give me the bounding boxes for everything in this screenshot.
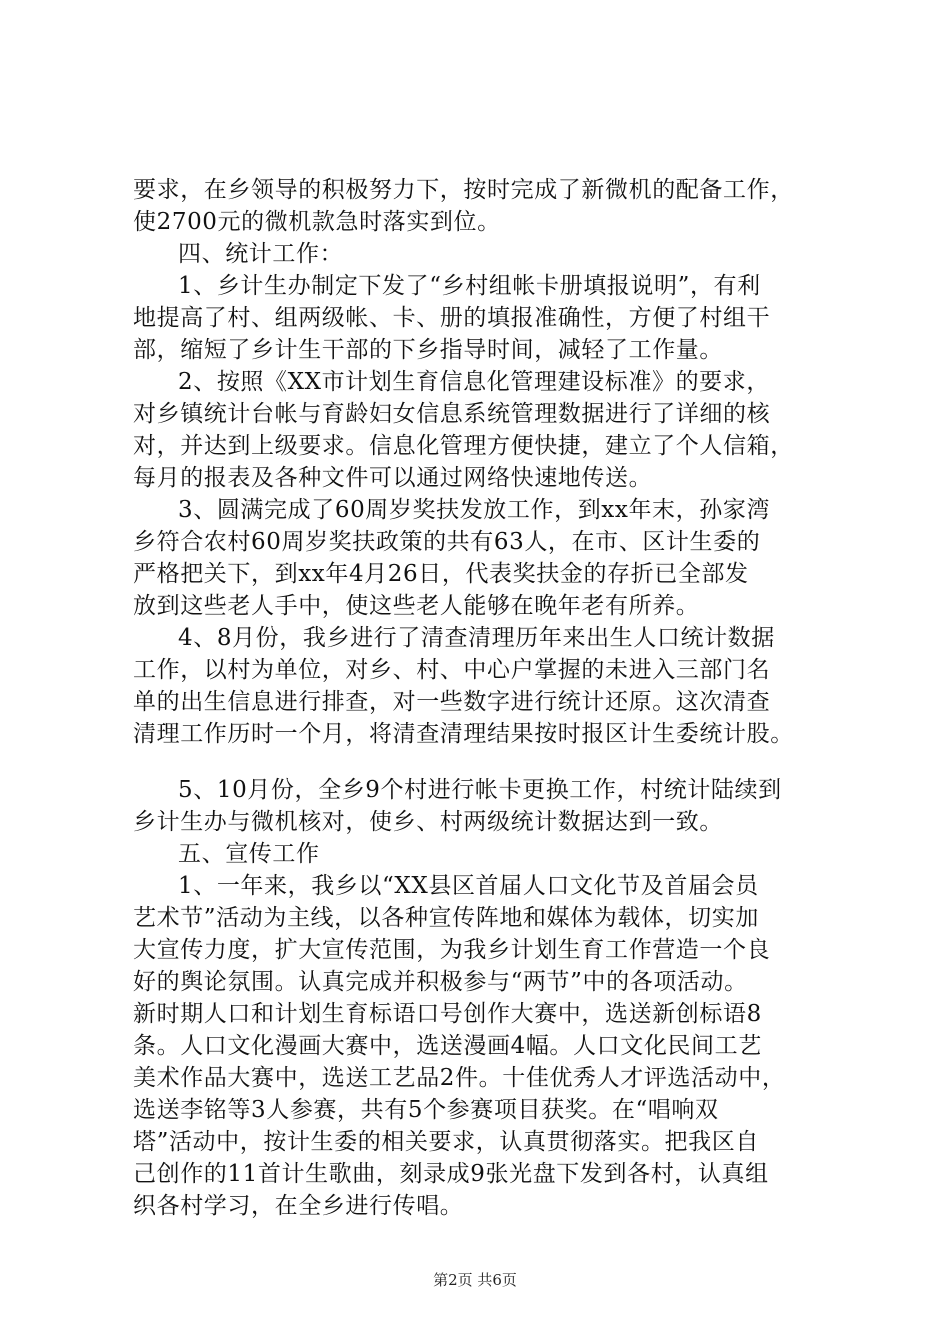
text-line: 清理工作历时一个月，将清查清理结果按时报区计生委统计股。: [133, 721, 794, 747]
text-line: 艺术节”活动为主线，以各种宣传阵地和媒体为载体，切实加: [133, 905, 759, 931]
text-line: 乡计生办与微机核对，使乡、村两级统计数据达到一致。: [133, 809, 723, 835]
text-line: 条。人口文化漫画大赛中，选送漫画4幅。人口文化民间工艺: [133, 1033, 762, 1059]
text-line: 美术作品大赛中，选送工艺品2件。十佳优秀人才评选活动中，: [133, 1065, 786, 1091]
text-line: 单的出生信息进行排查，对一些数字进行统计还原。这次清查: [133, 689, 771, 715]
text-line: 4、8月份，我乡进行了清查清理历年来出生人口统计数据: [178, 625, 775, 651]
text-line: 放到这些老人手中，使这些老人能够在晚年老有所养。: [133, 593, 700, 619]
text-line: 使2700元的微机款急时落实到位。: [133, 209, 501, 235]
text-line: 塔”活动中，按计生委的相关要求，认真贯彻落实。把我区自: [133, 1129, 759, 1155]
text-line: 严格把关下，到xx年4月26日，代表奖扶金的存折已全部发: [133, 561, 749, 587]
text-line: 大宣传力度，扩大宣传范围，为我乡计划生育工作营造一个良: [133, 937, 771, 963]
text-line: 对，并达到上级要求。信息化管理方便快捷，建立了个人信箱，: [133, 433, 794, 459]
text-line: 乡符合农村60周岁奖扶政策的共有63人，在市、区计生委的: [133, 529, 761, 555]
text-line: 己创作的11首计生歌曲，刻录成9张光盘下发到各村，认真组: [133, 1161, 769, 1187]
text-line: 地提高了村、组两级帐、卡、册的填报准确性，方便了村组干: [133, 305, 771, 331]
section-heading: 五、宣传工作: [178, 841, 320, 867]
text-line: 工作，以村为单位，对乡、村、中心户掌握的未进入三部门名: [133, 657, 771, 683]
text-line: 好的舆论氛围。认真完成并积极参与“两节”中的各项活动。: [133, 969, 748, 995]
section-heading: 四、统计工作：: [178, 241, 344, 267]
text-line: 新时期人口和计划生育标语口号创作大赛中，选送新创标语8: [133, 1001, 762, 1027]
text-line: 2、按照《XX市计划生育信息化管理建设标准》的要求，: [178, 369, 770, 395]
text-line: 选送李铭等3人参赛，共有5个参赛项目获奖。在“唱响双: [133, 1097, 719, 1123]
text-line: 织各村学习，在全乡进行传唱。: [133, 1193, 464, 1219]
text-line: 1、一年来，我乡以“XX县区首届人口文化节及首届会员: [178, 873, 759, 899]
text-line: 3、圆满完成了60周岁奖扶发放工作，到xx年末，孙家湾: [178, 497, 771, 523]
text-line: 部，缩短了乡计生干部的下乡指导时间，减轻了工作量。: [133, 337, 723, 363]
text-line: 5、10月份，全乡9个村进行帐卡更换工作，村统计陆续到: [178, 777, 782, 803]
text-line: 要求，在乡领导的积极努力下，按时完成了新微机的配备工作，: [133, 177, 794, 203]
text-line: 1、乡计生办制定下发了“乡村组帐卡册填报说明”，有利: [178, 273, 761, 299]
text-line: 每月的报表及各种文件可以通过网络快速地传送。: [133, 465, 653, 491]
page-number-footer: 第2页 共6页: [433, 1271, 517, 1289]
text-line: 对乡镇统计台帐与育龄妇女信息系统管理数据进行了详细的核: [133, 401, 771, 427]
